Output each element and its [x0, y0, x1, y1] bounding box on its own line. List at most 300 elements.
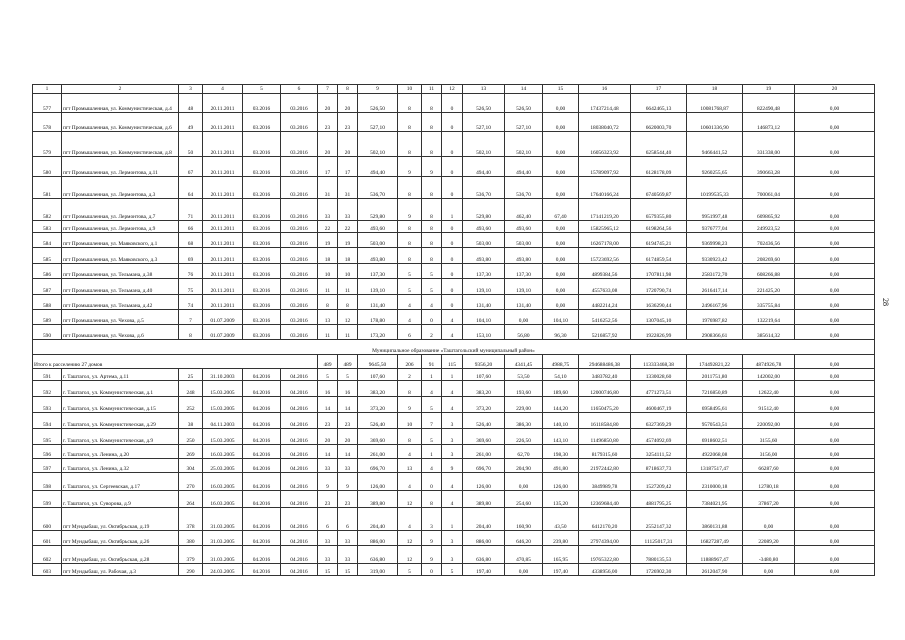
table-cell: 6642465,13: [631, 94, 687, 113]
table-cell: 584: [33, 233, 62, 248]
document-page: [32, 84, 874, 576]
table-cell: 527,10: [463, 113, 505, 132]
table-cell: 536,70: [505, 177, 543, 199]
table-cell: 0,00: [795, 233, 875, 248]
table-cell: 8: [398, 248, 422, 264]
table-row: [33, 264, 875, 279]
table-cell: 21972442,80: [579, 459, 631, 473]
column-number-cell: 9: [358, 85, 398, 94]
totals-cell: 294688486,38: [579, 355, 631, 369]
table-cell: 12: [398, 531, 422, 546]
column-number-cell: 5: [243, 85, 281, 94]
totals-cell: 9356,20: [463, 355, 505, 369]
table-cell: 9: [422, 546, 442, 564]
table-cell: 0,00: [543, 233, 579, 248]
table-cell: 197,40: [543, 564, 579, 576]
table-cell: 335755,84: [743, 295, 795, 310]
table-cell: 503,00: [463, 233, 505, 248]
table-cell: 0: [442, 177, 463, 199]
table-cell: 20.11.2011: [203, 132, 243, 157]
table-cell: 131,40: [358, 295, 398, 310]
table-row: [33, 295, 875, 310]
totals-label: Итого к расселению 27 домов: [33, 355, 318, 369]
table-cell: г. Таштагол, ул. Артема, д.11: [62, 369, 179, 381]
table-cell: 1307045,10: [631, 310, 687, 325]
table-cell: 9: [422, 157, 442, 177]
table-cell: 14: [338, 397, 358, 413]
table-cell: 03.2016: [281, 264, 318, 279]
table-cell: 603: [33, 564, 62, 576]
table-cell: 8: [398, 381, 422, 397]
table-cell: 75: [179, 279, 203, 295]
table-cell: 03.2016: [243, 295, 281, 310]
table-cell: 1976987,82: [687, 310, 743, 325]
table-cell: 373,20: [463, 397, 505, 413]
table-cell: 373,20: [358, 397, 398, 413]
table-cell: 380: [179, 531, 203, 546]
table-cell: 1: [442, 369, 463, 381]
table-cell: 15.03.2005: [203, 429, 243, 445]
table-cell: 23: [338, 413, 358, 429]
table-cell: 27974394,00: [579, 531, 631, 546]
table-cell: 536,70: [463, 177, 505, 199]
table-cell: 20: [338, 94, 358, 113]
table-cell: 8: [422, 221, 442, 233]
table-cell: 7384021,95: [687, 491, 743, 508]
column-number-cell: 7: [318, 85, 338, 94]
table-cell: 03.2016: [243, 113, 281, 132]
table-cell: 11: [318, 279, 338, 295]
column-number-cell: 18: [687, 85, 743, 94]
table-cell: 0,00: [795, 279, 875, 295]
table-cell: 3483782,40: [579, 369, 631, 381]
table-cell: 221425,20: [743, 279, 795, 295]
table-cell: 16267178,00: [579, 233, 631, 248]
table-cell: 2583172,70: [687, 264, 743, 279]
table-cell: 390663,28: [743, 157, 795, 177]
table-cell: 8: [398, 221, 422, 233]
table-cell: 0,00: [795, 473, 875, 491]
table-cell: 0,00: [543, 295, 579, 310]
column-number-cell: 12: [442, 85, 463, 94]
table-cell: 0,00: [795, 397, 875, 413]
table-cell: 19: [338, 233, 358, 248]
table-cell: 139,10: [463, 279, 505, 295]
table-cell: 4922068,08: [687, 445, 743, 459]
table-cell: 7880135,53: [631, 546, 687, 564]
table-cell: 578: [33, 113, 62, 132]
table-cell: 0,00: [795, 157, 875, 177]
table-cell: 03.2016: [243, 177, 281, 199]
table-cell: 3: [442, 429, 463, 445]
table-cell: 3849989,78: [579, 473, 631, 491]
table-cell: 132219,64: [743, 310, 795, 325]
table-cell: 6198264,56: [631, 221, 687, 233]
column-number-cell: 6: [281, 85, 318, 94]
section-title: Муниципальное образование «Таштагольский муниципальный район»: [33, 340, 875, 355]
table-cell: 2616417,14: [687, 279, 743, 295]
table-cell: 04.2016: [281, 531, 318, 546]
column-number-cell: 11: [422, 85, 442, 94]
table-row: [33, 132, 875, 157]
table-cell: 13: [318, 310, 338, 325]
column-number-cell: 2: [62, 85, 179, 94]
table-cell: 8: [422, 233, 442, 248]
table-cell: 491,80: [543, 459, 579, 473]
table-cell: 8: [422, 248, 442, 264]
table-cell: 126,00: [543, 473, 579, 491]
table-cell: пгт Мундыбаш, ул. Октябрьская, д.19: [62, 508, 179, 531]
totals-cell: 4988,75: [543, 355, 579, 369]
table-cell: 700061,04: [743, 177, 795, 199]
table-cell: 696,70: [463, 459, 505, 473]
table-cell: 8: [179, 325, 203, 340]
totals-cell: 174492821,22: [687, 355, 743, 369]
table-cell: 04.2016: [281, 473, 318, 491]
table-cell: 10081768,87: [687, 94, 743, 113]
table-cell: 595: [33, 429, 62, 445]
table-cell: 16827287,49: [687, 531, 743, 546]
table-cell: 153,10: [463, 325, 505, 340]
table-cell: 0: [442, 132, 463, 157]
table-cell: 8: [398, 233, 422, 248]
table-cell: 15: [338, 564, 358, 576]
table-cell: 6: [338, 508, 358, 531]
table-cell: 0,00: [795, 177, 875, 199]
table-cell: 12780,18: [743, 473, 795, 491]
table-cell: пгт Промышленная, ул. Маяковского, д.1: [62, 233, 179, 248]
table-cell: 527,10: [505, 113, 543, 132]
table-cell: 16: [318, 381, 338, 397]
table-row: [33, 459, 875, 473]
table-cell: 9260255,65: [687, 157, 743, 177]
table-cell: 04.2016: [281, 491, 318, 508]
table-cell: 331338,00: [743, 132, 795, 157]
table-cell: 0,00: [543, 279, 579, 295]
table-cell: 33: [318, 546, 338, 564]
table-cell: пгт Промышленная, ул. Тельмана, д.40: [62, 279, 179, 295]
table-cell: 290: [179, 564, 203, 576]
table-cell: 0,00: [743, 508, 795, 531]
table-cell: 9466441,52: [687, 132, 743, 157]
table-cell: 261,00: [463, 445, 505, 459]
table-cell: 31: [318, 177, 338, 199]
table-cell: 389,80: [463, 491, 505, 508]
table-cell: 23: [338, 113, 358, 132]
table-cell: 8: [338, 295, 358, 310]
table-cell: 589: [33, 310, 62, 325]
table-cell: 226,50: [505, 429, 543, 445]
table-cell: 03.2016: [243, 233, 281, 248]
table-cell: 03.2016: [281, 295, 318, 310]
table-cell: 0: [442, 264, 463, 279]
table-cell: 5416252,56: [579, 310, 631, 325]
table-row: [33, 248, 875, 264]
table-cell: 2: [398, 369, 422, 381]
table-cell: 31.10.2003: [203, 369, 243, 381]
table-row: [33, 325, 875, 340]
totals-cell: 113333468,38: [631, 355, 687, 369]
table-cell: 526,50: [358, 94, 398, 113]
table-row: [33, 279, 875, 295]
table-cell: 1720790,74: [631, 279, 687, 295]
table-cell: 8: [422, 94, 442, 113]
table-row: [33, 221, 875, 233]
table-cell: 204,40: [463, 508, 505, 531]
table-cell: 529,80: [463, 199, 505, 221]
table-cell: 04.2016: [281, 397, 318, 413]
table-cell: 20.11.2011: [203, 94, 243, 113]
table-cell: 529,80: [358, 199, 398, 221]
table-cell: 17141219,20: [579, 199, 631, 221]
housing-resettlement-table: [32, 84, 875, 576]
table-cell: 20.11.2011: [203, 248, 243, 264]
table-cell: 9: [338, 473, 358, 491]
table-cell: 135,20: [543, 491, 579, 508]
table-cell: 0,00: [795, 94, 875, 113]
table-cell: 886,00: [463, 531, 505, 546]
table-row: [33, 199, 875, 221]
table-cell: 12: [398, 546, 422, 564]
table-cell: 582: [33, 199, 62, 221]
table-cell: 03.2016: [281, 279, 318, 295]
table-cell: 198,30: [543, 445, 579, 459]
table-cell: 526,40: [358, 413, 398, 429]
table-cell: 03.2016: [281, 325, 318, 340]
table-row: [33, 508, 875, 531]
table-cell: 12: [338, 310, 358, 325]
table-cell: 13187517,47: [687, 459, 743, 473]
table-cell: 3: [422, 508, 442, 531]
table-cell: 20: [318, 132, 338, 157]
table-cell: 536,70: [358, 177, 398, 199]
table-cell: 0: [442, 248, 463, 264]
table-cell: 696,70: [358, 459, 398, 473]
table-cell: пгт Промышленная, ул. Коммунистическая, д.4: [62, 94, 179, 113]
table-cell: 0,00: [795, 264, 875, 279]
table-cell: 6958495,61: [687, 397, 743, 413]
table-cell: 5: [398, 564, 422, 576]
table-cell: пгт Мундыбаш, ул. Октябрьская, д.26: [62, 531, 179, 546]
table-cell: 8: [422, 491, 442, 508]
table-cell: 178,80: [358, 310, 398, 325]
table-cell: 0,00: [795, 429, 875, 445]
table-cell: 19765322,80: [579, 546, 631, 564]
table-cell: 04.2016: [243, 508, 281, 531]
table-cell: 23: [318, 413, 338, 429]
table-cell: 20.11.2011: [203, 295, 243, 310]
table-cell: 526,40: [463, 413, 505, 429]
table-cell: 493,60: [358, 221, 398, 233]
table-cell: 1: [442, 508, 463, 531]
table-cell: 4338956,00: [579, 564, 631, 576]
table-cell: 590: [33, 325, 62, 340]
table-cell: 104,10: [463, 310, 505, 325]
table-cell: 602: [33, 546, 62, 564]
table-cell: 0,00: [795, 459, 875, 473]
table-cell: 0,00: [795, 248, 875, 264]
table-cell: 22: [338, 221, 358, 233]
table-cell: 03.2016: [281, 132, 318, 157]
table-row: [33, 531, 875, 546]
table-cell: 0: [442, 94, 463, 113]
table-cell: пгт Промышленная, ул. Чехова, д.6: [62, 325, 179, 340]
table-cell: 03.2016: [281, 157, 318, 177]
table-cell: 599: [33, 491, 62, 508]
table-cell: 1922826,99: [631, 325, 687, 340]
table-cell: 04.2016: [281, 445, 318, 459]
table-cell: 204,90: [505, 459, 543, 473]
table-cell: 31.03.2005: [203, 546, 243, 564]
table-cell: 8: [422, 177, 442, 199]
table-cell: 15.03.2005: [203, 381, 243, 397]
table-cell: 04.2016: [243, 445, 281, 459]
table-cell: 17437214,48: [579, 94, 631, 113]
table-cell: 9570543,51: [687, 413, 743, 429]
table-cell: пгт Промышленная, ул. Коммунистическая, д.6: [62, 113, 179, 132]
table-cell: 6579355,80: [631, 199, 687, 221]
table-cell: 6620003,70: [631, 113, 687, 132]
table-cell: 581: [33, 177, 62, 199]
table-cell: 0,00: [505, 473, 543, 491]
table-row: [33, 94, 875, 113]
table-cell: 5: [422, 264, 442, 279]
table-cell: 0,00: [795, 132, 875, 157]
table-cell: 8: [422, 199, 442, 221]
table-cell: 20.11.2011: [203, 233, 243, 248]
table-cell: 250: [179, 429, 203, 445]
table-cell: 4: [398, 473, 422, 491]
table-cell: 137,30: [358, 264, 398, 279]
table-cell: 4: [422, 459, 442, 473]
table-cell: 3860131,88: [687, 508, 743, 531]
table-cell: 493,60: [463, 221, 505, 233]
table-cell: пгт Промышленная, ул. Тельмана, д.38: [62, 264, 179, 279]
table-cell: 03.2016: [281, 199, 318, 221]
table-cell: 5: [338, 369, 358, 381]
table-cell: 126,00: [358, 473, 398, 491]
table-cell: 586: [33, 264, 62, 279]
table-cell: 8: [318, 295, 338, 310]
totals-cell: 206: [398, 355, 422, 369]
table-cell: 76: [179, 264, 203, 279]
table-cell: 208269,60: [743, 248, 795, 264]
table-cell: 04.2016: [281, 369, 318, 381]
table-cell: 107,60: [463, 369, 505, 381]
table-cell: 389,80: [358, 491, 398, 508]
table-cell: 4881795,25: [631, 491, 687, 508]
table-cell: 04.2016: [281, 459, 318, 473]
table-cell: 261,00: [358, 445, 398, 459]
table-cell: 319,00: [358, 564, 398, 576]
table-cell: 04.2016: [243, 564, 281, 576]
table-cell: 10: [398, 413, 422, 429]
table-cell: 0: [442, 113, 463, 132]
table-cell: 369,60: [463, 429, 505, 445]
table-cell: 66287,60: [743, 459, 795, 473]
table-cell: 7: [422, 413, 442, 429]
table-cell: пгт Промышленная, ул. Лермонтова, д.9: [62, 221, 179, 233]
column-number-cell: 8: [338, 85, 358, 94]
table-cell: 126,00: [463, 473, 505, 491]
table-cell: 6740569,87: [631, 177, 687, 199]
table-cell: 493,80: [505, 248, 543, 264]
table-cell: 8: [422, 113, 442, 132]
table-cell: 03.2016: [281, 310, 318, 325]
table-cell: 12000746,80: [579, 381, 631, 397]
table-cell: 2496167,96: [687, 295, 743, 310]
page-number: 28: [881, 298, 890, 306]
table-cell: 378: [179, 508, 203, 531]
table-cell: 597: [33, 459, 62, 473]
table-cell: 16.03.2005: [203, 473, 243, 491]
table-cell: 04.2016: [281, 546, 318, 564]
table-cell: 04.2016: [281, 564, 318, 576]
table-cell: 4: [442, 381, 463, 397]
column-number-cell: 4: [203, 85, 243, 94]
table-cell: 4: [398, 295, 422, 310]
table-cell: 16.03.2005: [203, 491, 243, 508]
table-cell: г. Таштагол, ул. Коммунистическая, д.29: [62, 413, 179, 429]
table-cell: 6: [318, 508, 338, 531]
table-cell: 10: [318, 264, 338, 279]
table-cell: 0,00: [795, 113, 875, 132]
table-cell: 7: [179, 310, 203, 325]
table-cell: 31.03.2005: [203, 531, 243, 546]
table-cell: 5: [422, 397, 442, 413]
table-cell: 13: [398, 459, 422, 473]
table-row: [33, 564, 875, 576]
totals-cell: 91: [422, 355, 442, 369]
table-cell: 62,70: [505, 445, 543, 459]
table-cell: 139,10: [358, 279, 398, 295]
table-cell: 8: [422, 132, 442, 157]
table-cell: 646,20: [505, 531, 543, 546]
table-cell: 1: [422, 445, 442, 459]
table-cell: 502,10: [358, 132, 398, 157]
table-cell: 03.2016: [243, 157, 281, 177]
table-cell: 0,00: [543, 264, 579, 279]
table-cell: 03.2016: [243, 310, 281, 325]
table-cell: 74: [179, 295, 203, 310]
table-cell: 4899384,56: [579, 264, 631, 279]
table-cell: 131,40: [505, 295, 543, 310]
table-cell: 4: [442, 491, 463, 508]
table-cell: пгт Промышленная, ул. Лермонтова, д.3: [62, 177, 179, 199]
table-cell: г. Таштагол, ул. Ленина, д.20: [62, 445, 179, 459]
table-cell: 04.2016: [243, 413, 281, 429]
table-cell: 248: [179, 381, 203, 397]
table-cell: 270: [179, 473, 203, 491]
table-cell: 20.11.2011: [203, 199, 243, 221]
table-cell: 0,00: [543, 248, 579, 264]
table-row: [33, 546, 875, 564]
table-cell: 494,40: [505, 157, 543, 177]
table-cell: г. Таштагол, ул. Коммунистическая, д.9: [62, 429, 179, 445]
table-cell: 385614,32: [743, 325, 795, 340]
table-cell: 462,40: [505, 199, 543, 221]
table-cell: 4: [442, 325, 463, 340]
table-cell: 588: [33, 295, 62, 310]
table-cell: 31.03.2005: [203, 508, 243, 531]
table-cell: пгт Промышленная, ул. Лермонтова, д.7: [62, 199, 179, 221]
table-cell: 24.03.2005: [203, 564, 243, 576]
table-cell: 17: [318, 157, 338, 177]
table-cell: 11888967,47: [687, 546, 743, 564]
table-cell: 220092,00: [743, 413, 795, 429]
table-cell: 4: [422, 295, 442, 310]
table-cell: 56,80: [505, 325, 543, 340]
